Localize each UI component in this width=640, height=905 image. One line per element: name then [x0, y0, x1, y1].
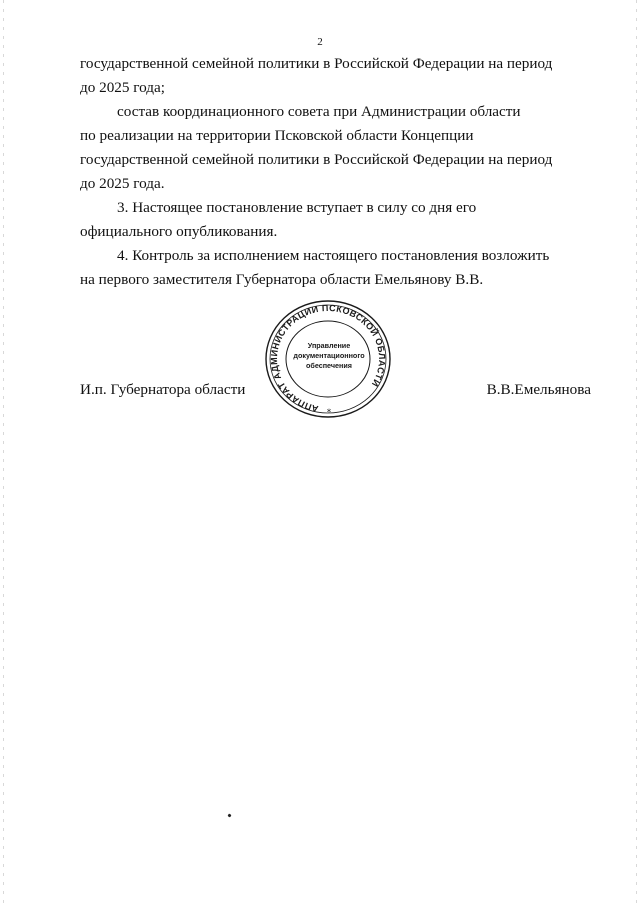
signatory-position: И.п. Губернатора области [80, 381, 246, 398]
signatory-name: В.В.Емельянова [486, 381, 591, 398]
paragraph-line: 3. Настоящее постановление вступает в силу со дня его [117, 199, 477, 216]
paragraph-line: официального опубликования. [80, 223, 278, 240]
paragraph-line: до 2025 года; [80, 79, 165, 96]
paragraph-line: государственной семейной политики в Российской Федерации на период [80, 151, 553, 168]
paragraph-line: 4. Контроль за исполнением настоящего постановления возложить [117, 247, 550, 264]
paragraph-line: государственной семейной политики в Российской Федерации на период [80, 55, 553, 72]
paragraph-line: по реализации на территории Псковской области Концепции [80, 127, 474, 144]
official-stamp [258, 296, 398, 422]
stamp-center-line: документационного [293, 351, 365, 360]
paragraph-line: на первого заместителя Губернатора области Емельянову В.В. [80, 271, 484, 288]
paragraph-line: состав координационного совета при Администрации области [117, 103, 521, 120]
scan-edge-right [636, 0, 637, 905]
document-body [80, 52, 591, 292]
stamp-center-line: обеспечения [305, 361, 353, 370]
scan-edge-left [3, 0, 4, 905]
page-number: 2 [317, 36, 323, 48]
scan-speck [227, 813, 231, 817]
stamp-center-line: Управление [307, 341, 351, 350]
stamp-star-icon: * [326, 408, 332, 418]
stamp-ring-text: АППАРАТ АДМИНИСТРАЦИИ ПСКОВСКОЙ ОБЛАСТИ [268, 302, 388, 415]
paragraph-line: до 2025 года. [80, 175, 165, 192]
